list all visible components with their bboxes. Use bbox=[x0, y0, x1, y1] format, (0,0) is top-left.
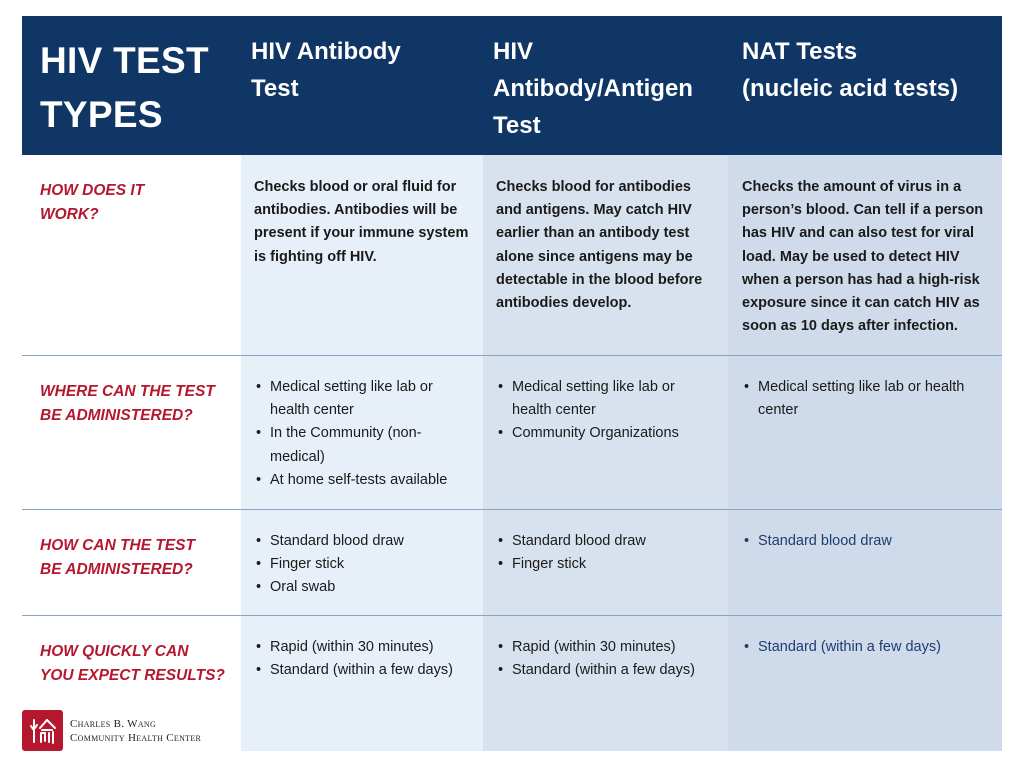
header-col2-line1: HIV bbox=[493, 38, 534, 65]
list-item: • Standard (within a few days) bbox=[496, 659, 718, 682]
list-item: • Oral swab bbox=[254, 576, 473, 599]
how-admin-antibody-cell bbox=[241, 509, 483, 615]
how-work-nat-cell: Checks the amount of virus in a person’s blood. Can tell if a person has HIV and can also test for viral load. May be used to detect HIV when a person has had a high-risk exposure since it can catch HIV as soon as 10 days after infection. bbox=[728, 155, 1002, 355]
results-nat-cell bbox=[728, 615, 1002, 751]
header-col1-line2: Test bbox=[251, 75, 299, 102]
row-label-line: HOW QUICKLY CAN bbox=[40, 643, 189, 660]
list-item: • Finger stick bbox=[254, 553, 473, 576]
title-line-1: HIV TEST bbox=[40, 40, 209, 81]
list-item: • Standard blood draw bbox=[742, 530, 992, 553]
list-item: • Rapid (within 30 minutes) bbox=[496, 636, 718, 659]
results-antibody-cell bbox=[241, 615, 483, 751]
list-item: • Community Organizations bbox=[496, 422, 718, 445]
header-col3-line1: NAT Tests bbox=[742, 38, 858, 65]
row-label-how-does-it-work bbox=[22, 155, 241, 355]
bullet-list bbox=[254, 376, 473, 492]
header-antibody-antigen-test bbox=[483, 16, 728, 155]
list-item: • Standard (within a few days) bbox=[742, 636, 992, 659]
list-item: • Finger stick bbox=[496, 553, 718, 576]
chinese-character-logo-icon bbox=[22, 710, 63, 751]
row-label-line: HOW DOES IT bbox=[40, 182, 145, 199]
bullet-list bbox=[496, 530, 718, 576]
table-title bbox=[22, 16, 241, 155]
list-item: • Rapid (within 30 minutes) bbox=[254, 636, 473, 659]
how-admin-nat-cell bbox=[728, 509, 1002, 615]
list-item: • Standard blood draw bbox=[496, 530, 718, 553]
row-label-line: BE ADMINISTERED? bbox=[40, 407, 193, 424]
list-item: • Standard (within a few days) bbox=[254, 659, 473, 682]
results-antibody-antigen-cell bbox=[483, 615, 728, 751]
header-col3-line2: (nucleic acid tests) bbox=[742, 75, 959, 102]
list-item: • Medical setting like lab or health center bbox=[254, 376, 473, 422]
bullet-list bbox=[742, 530, 992, 553]
row-label-line: WHERE CAN THE TEST bbox=[40, 383, 215, 400]
how-admin-antibody-antigen-cell bbox=[483, 509, 728, 615]
list-item: • At home self-tests available bbox=[254, 469, 473, 492]
hiv-test-types-table bbox=[22, 16, 1002, 751]
header-col2-line3: Test bbox=[493, 112, 541, 139]
bullet-list bbox=[496, 376, 718, 446]
list-item: • Standard blood draw bbox=[254, 530, 473, 553]
header-col2-line2: Antibody/Antigen bbox=[493, 75, 693, 102]
where-antibody-cell bbox=[241, 355, 483, 509]
where-antibody-antigen-cell bbox=[483, 355, 728, 509]
row-label-line: HOW CAN THE TEST bbox=[40, 537, 195, 554]
bullet-list bbox=[254, 636, 473, 682]
bullet-list bbox=[496, 636, 718, 682]
logo-name-line1: Charles B. Wang bbox=[70, 717, 157, 730]
title-line-2: TYPES bbox=[40, 94, 163, 135]
row-label-where-administered bbox=[22, 355, 241, 509]
row-label-line: YOU EXPECT RESULTS? bbox=[40, 667, 225, 684]
bullet-list bbox=[254, 530, 473, 600]
header-nat-tests bbox=[728, 16, 1002, 155]
logo-name-line2: Community Health Center bbox=[70, 731, 202, 744]
health-center-name bbox=[70, 717, 201, 745]
row-label-how-administered bbox=[22, 509, 241, 615]
row-label-line: WORK? bbox=[40, 206, 99, 223]
header-antibody-test bbox=[241, 16, 483, 155]
logo-glyph-icon bbox=[28, 716, 58, 746]
row-label-line: BE ADMINISTERED? bbox=[40, 561, 193, 578]
health-center-logo bbox=[22, 710, 201, 751]
bullet-list bbox=[742, 636, 992, 659]
header-col1-line1: HIV Antibody bbox=[251, 38, 401, 65]
list-item: • In the Community (non-medical) bbox=[254, 422, 473, 468]
how-work-antibody-antigen-cell: Checks blood for antibodies and antigens. May catch HIV earlier than an antibody test alone since antigens may be detectable in the blood before antibodies develop. bbox=[483, 155, 728, 355]
list-item: • Medical setting like lab or health center bbox=[742, 376, 992, 422]
how-work-antibody-cell: Checks blood or oral fluid for antibodies. Antibodies will be present if your immune system is fighting off HIV. bbox=[241, 155, 483, 355]
list-item: • Medical setting like lab or health center bbox=[496, 376, 718, 422]
bullet-list bbox=[742, 376, 992, 422]
where-nat-cell bbox=[728, 355, 1002, 509]
